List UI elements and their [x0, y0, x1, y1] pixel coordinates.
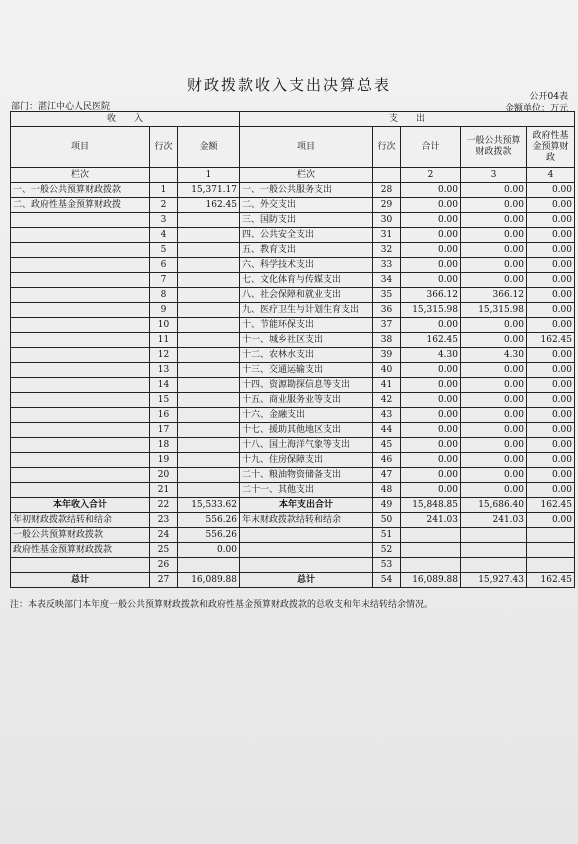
expense-row-no-cell: 54 [373, 573, 401, 588]
expense-total-cell: 0.00 [401, 423, 461, 438]
income-item-cell [11, 363, 150, 378]
income-amount-cell [178, 363, 240, 378]
income-amount-cell [178, 378, 240, 393]
table-row [11, 498, 575, 513]
expense-item-cell [240, 558, 373, 573]
expense-general-cell: 0.00 [461, 468, 527, 483]
income-amount-cell: 0.00 [178, 543, 240, 558]
expense-row-no-cell: 48 [373, 483, 401, 498]
expense-row-no-cell: 37 [373, 318, 401, 333]
table-row [11, 258, 575, 273]
table-row [11, 408, 575, 423]
income-item-cell [11, 408, 150, 423]
expense-section-header: 支 出 [240, 112, 575, 127]
table-row [11, 243, 575, 258]
expense-general-cell: 0.00 [461, 408, 527, 423]
income-item-cell [11, 228, 150, 243]
header-row-columns [11, 127, 575, 168]
expense-row-no-cell: 43 [373, 408, 401, 423]
footnote: 注：本表反映部门本年度一般公共预算财政拨款和政府性基金预算财政拨款的总收支和年末结转结余情况。 [10, 600, 434, 610]
expense-general-cell: 0.00 [461, 453, 527, 468]
table-row [11, 528, 575, 543]
expense-general-header: 一般公共预算财政拨款 [461, 127, 527, 168]
expense-item-cell [240, 543, 373, 558]
income-row-no-cell: 27 [150, 573, 178, 588]
expense-total-cell: 162.45 [401, 333, 461, 348]
income-row-no-cell: 15 [150, 393, 178, 408]
expense-item-cell: 十四、资源勘探信息等支出 [240, 378, 373, 393]
income-item-cell: 本年收入合计 [11, 498, 150, 513]
income-row-no-cell: 7 [150, 273, 178, 288]
table-row [11, 183, 575, 198]
income-amount-cell [178, 318, 240, 333]
income-amount-cell: 556.26 [178, 513, 240, 528]
expense-fund-cell: 0.00 [527, 378, 575, 393]
expense-lanci-label: 栏次 [240, 168, 373, 183]
expense-item-cell [240, 528, 373, 543]
expense-fund-cell: 0.00 [527, 468, 575, 483]
income-amount-cell: 162.45 [178, 198, 240, 213]
expense-general-cell: 0.00 [461, 423, 527, 438]
income-row-no-cell: 18 [150, 438, 178, 453]
income-item-cell [11, 243, 150, 258]
income-row-no-cell: 3 [150, 213, 178, 228]
table-row [11, 363, 575, 378]
expense-row-no-cell: 50 [373, 513, 401, 528]
expense-general-cell: 366.12 [461, 288, 527, 303]
income-item-cell: 一、一般公共预算财政拨款 [11, 183, 150, 198]
expense-general-cell: 0.00 [461, 258, 527, 273]
income-item-cell [11, 453, 150, 468]
expense-row-no-cell: 28 [373, 183, 401, 198]
expense-total-cell: 0.00 [401, 468, 461, 483]
expense-total-cell: 366.12 [401, 288, 461, 303]
income-item-cell [11, 468, 150, 483]
expense-item-cell: 四、公共安全支出 [240, 228, 373, 243]
expense-general-cell [461, 528, 527, 543]
table-row [11, 513, 575, 528]
income-row-no-cell: 25 [150, 543, 178, 558]
table-row [11, 558, 575, 573]
expense-fund-cell: 0.00 [527, 483, 575, 498]
expense-fund-cell: 0.00 [527, 273, 575, 288]
income-amount-cell [178, 333, 240, 348]
expense-fund-cell: 0.00 [527, 183, 575, 198]
income-amount-cell [178, 408, 240, 423]
income-amount-cell: 15,371.17 [178, 183, 240, 198]
expense-row-no-cell: 40 [373, 363, 401, 378]
expense-total-cell: 4.30 [401, 348, 461, 363]
expense-fund-cell [527, 528, 575, 543]
income-amount-cell [178, 303, 240, 318]
income-item-cell: 总计 [11, 573, 150, 588]
expense-row-no-cell: 49 [373, 498, 401, 513]
table-row [11, 228, 575, 243]
header-row-lanci [11, 168, 575, 183]
expense-row-no-cell: 33 [373, 258, 401, 273]
income-item-cell: 政府性基金预算财政拨款 [11, 543, 150, 558]
expense-row-no-cell: 29 [373, 198, 401, 213]
expense-col-4: 4 [527, 168, 575, 183]
income-item-cell [11, 393, 150, 408]
income-row-no-cell: 26 [150, 558, 178, 573]
income-item-cell [11, 273, 150, 288]
expense-total-cell: 0.00 [401, 393, 461, 408]
expense-total-cell: 0.00 [401, 408, 461, 423]
expense-general-cell: 0.00 [461, 273, 527, 288]
expense-row-no-cell: 51 [373, 528, 401, 543]
expense-general-cell: 0.00 [461, 228, 527, 243]
expense-fund-header: 政府性基金预算财政 [527, 127, 575, 168]
expense-item-cell: 九、医疗卫生与计划生育支出 [240, 303, 373, 318]
income-row-no-cell: 19 [150, 453, 178, 468]
income-item-cell [11, 258, 150, 273]
expense-fund-cell: 0.00 [527, 453, 575, 468]
table-row [11, 438, 575, 453]
income-row-no-cell: 4 [150, 228, 178, 243]
income-amount-cell: 15,533.62 [178, 498, 240, 513]
income-item-cell [11, 288, 150, 303]
expense-total-cell: 0.00 [401, 363, 461, 378]
table-row [11, 288, 575, 303]
expense-total-cell: 241.03 [401, 513, 461, 528]
table-row [11, 273, 575, 288]
expense-general-cell [461, 543, 527, 558]
income-amount-cell [178, 468, 240, 483]
table-row [11, 573, 575, 588]
income-item-cell [11, 438, 150, 453]
expense-fund-cell: 0.00 [527, 438, 575, 453]
income-amount-cell [178, 258, 240, 273]
expense-total-cell: 0.00 [401, 183, 461, 198]
expense-total-cell: 0.00 [401, 213, 461, 228]
table-row [11, 453, 575, 468]
income-amount-cell [178, 393, 240, 408]
expense-general-cell: 0.00 [461, 243, 527, 258]
expense-general-cell: 241.03 [461, 513, 527, 528]
table-row [11, 423, 575, 438]
income-amount-cell [178, 423, 240, 438]
expense-item-cell: 总计 [240, 573, 373, 588]
income-amount-cell [178, 348, 240, 363]
income-item-cell [11, 348, 150, 363]
expense-fund-cell: 0.00 [527, 213, 575, 228]
expense-fund-cell: 162.45 [527, 333, 575, 348]
department-label: 部门：湛江中心人民医院 [11, 102, 111, 112]
expense-rowno-header: 行次 [373, 127, 401, 168]
expense-item-cell: 本年支出合计 [240, 498, 373, 513]
expense-general-cell: 0.00 [461, 393, 527, 408]
expense-row-no-cell: 44 [373, 423, 401, 438]
expense-fund-cell: 0.00 [527, 318, 575, 333]
expense-total-cell: 15,848.85 [401, 498, 461, 513]
income-row-no-cell: 11 [150, 333, 178, 348]
income-row-no-cell: 12 [150, 348, 178, 363]
income-amount-cell [178, 483, 240, 498]
income-item-cell [11, 378, 150, 393]
expense-item-cell: 七、文化体育与传媒支出 [240, 273, 373, 288]
income-item-cell: 二、政府性基金预算财政拨 [11, 198, 150, 213]
income-item-cell [11, 333, 150, 348]
unit-label: 金额单位：万元 [504, 104, 568, 114]
expense-general-cell: 0.00 [461, 183, 527, 198]
income-amount-header: 金额 [178, 127, 240, 168]
income-amount-cell [178, 273, 240, 288]
expense-item-cell: 十七、援助其他地区支出 [240, 423, 373, 438]
income-lanci-label: 栏次 [11, 168, 150, 183]
expense-general-cell: 0.00 [461, 213, 527, 228]
income-amount-cell [178, 213, 240, 228]
income-row-no-cell: 6 [150, 258, 178, 273]
expense-total-cell: 0.00 [401, 273, 461, 288]
income-item-cell: 年初财政拨款结转和结余 [11, 513, 150, 528]
expense-general-cell: 0.00 [461, 318, 527, 333]
expense-fund-cell: 0.00 [527, 288, 575, 303]
expense-general-cell: 0.00 [461, 363, 527, 378]
expense-fund-cell: 0.00 [527, 198, 575, 213]
income-row-no-cell: 14 [150, 378, 178, 393]
income-row-no-cell: 1 [150, 183, 178, 198]
table-row [11, 348, 575, 363]
expense-fund-cell: 162.45 [527, 498, 575, 513]
expense-row-no-cell: 47 [373, 468, 401, 483]
income-item-cell [11, 318, 150, 333]
expense-col-3: 3 [461, 168, 527, 183]
income-amount-cell [178, 288, 240, 303]
income-amount-cell [178, 243, 240, 258]
expense-item-cell: 八、社会保障和就业支出 [240, 288, 373, 303]
income-amount-cell [178, 453, 240, 468]
table-row [11, 198, 575, 213]
income-row-no-cell: 13 [150, 363, 178, 378]
expense-fund-cell: 0.00 [527, 408, 575, 423]
expense-general-cell: 0.00 [461, 198, 527, 213]
expense-total-cell: 0.00 [401, 243, 461, 258]
expense-fund-cell: 0.00 [527, 363, 575, 378]
expense-total-cell: 0.00 [401, 258, 461, 273]
income-row-no-cell: 16 [150, 408, 178, 423]
income-item-cell [11, 483, 150, 498]
income-section-header: 收 入 [11, 112, 240, 127]
income-row-no-cell: 17 [150, 423, 178, 438]
expense-total-cell: 0.00 [401, 378, 461, 393]
expense-fund-cell: 162.45 [527, 573, 575, 588]
table-row [11, 303, 575, 318]
income-row-no-cell: 20 [150, 468, 178, 483]
expense-row-no-cell: 36 [373, 303, 401, 318]
expense-item-cell: 六、科学技术支出 [240, 258, 373, 273]
income-amount-cell [178, 438, 240, 453]
expense-item-cell: 年末财政拨款结转和结余 [240, 513, 373, 528]
table-row [11, 393, 575, 408]
expense-fund-cell: 0.00 [527, 348, 575, 363]
table-row [11, 483, 575, 498]
income-row-no-cell: 10 [150, 318, 178, 333]
expense-item-cell: 二十一、其他支出 [240, 483, 373, 498]
expense-general-cell [461, 558, 527, 573]
expense-fund-cell [527, 558, 575, 573]
expense-fund-cell: 0.00 [527, 513, 575, 528]
expense-item-cell: 一、一般公共服务支出 [240, 183, 373, 198]
page-title: 财政拨款收入支出决算总表 [186, 76, 391, 94]
expense-item-header: 项目 [240, 127, 373, 168]
expense-row-no-cell: 45 [373, 438, 401, 453]
expense-fund-cell [527, 543, 575, 558]
expense-item-cell: 十一、城乡社区支出 [240, 333, 373, 348]
form-code: 公开04表 [529, 92, 568, 102]
income-row-no-cell: 2 [150, 198, 178, 213]
income-row-no-cell: 8 [150, 288, 178, 303]
income-amount-cell [178, 228, 240, 243]
expense-total-cell: 0.00 [401, 318, 461, 333]
expense-item-cell: 十、节能环保支出 [240, 318, 373, 333]
expense-row-no-cell: 52 [373, 543, 401, 558]
table-row [11, 468, 575, 483]
expense-item-cell: 十五、商业服务业等支出 [240, 393, 373, 408]
expense-item-cell: 十二、农林水支出 [240, 348, 373, 363]
expense-total-cell: 0.00 [401, 453, 461, 468]
expense-item-cell: 五、教育支出 [240, 243, 373, 258]
income-row-no-cell: 5 [150, 243, 178, 258]
table-row [11, 333, 575, 348]
income-item-cell [11, 558, 150, 573]
expense-row-no-cell: 38 [373, 333, 401, 348]
expense-fund-cell: 0.00 [527, 423, 575, 438]
income-item-header: 项目 [11, 127, 150, 168]
expense-total-cell: 15,315.98 [401, 303, 461, 318]
table-row [11, 543, 575, 558]
expense-row-no-cell: 41 [373, 378, 401, 393]
table-row [11, 318, 575, 333]
expense-item-cell: 十三、交通运输支出 [240, 363, 373, 378]
expense-item-cell: 十六、金融支出 [240, 408, 373, 423]
expense-item-cell: 十八、国土海洋气象等支出 [240, 438, 373, 453]
expense-general-cell: 15,927.43 [461, 573, 527, 588]
expense-item-cell: 三、国防支出 [240, 213, 373, 228]
expense-total-cell [401, 543, 461, 558]
expense-total-cell: 0.00 [401, 198, 461, 213]
expense-row-no-cell: 42 [373, 393, 401, 408]
report-table [10, 111, 575, 588]
expense-row-no-cell: 30 [373, 213, 401, 228]
income-row-no-cell: 9 [150, 303, 178, 318]
income-item-cell [11, 423, 150, 438]
income-item-cell [11, 213, 150, 228]
expense-total-cell: 0.00 [401, 483, 461, 498]
expense-fund-cell: 0.00 [527, 303, 575, 318]
expense-fund-cell: 0.00 [527, 243, 575, 258]
expense-col-2: 2 [401, 168, 461, 183]
expense-row-no-cell: 35 [373, 288, 401, 303]
expense-fund-cell: 0.00 [527, 228, 575, 243]
expense-total-header: 合计 [401, 127, 461, 168]
income-col-1: 1 [178, 168, 240, 183]
income-item-cell: 一般公共预算财政拨款 [11, 528, 150, 543]
expense-general-cell: 15,315.98 [461, 303, 527, 318]
expense-general-cell: 0.00 [461, 483, 527, 498]
expense-total-cell: 0.00 [401, 228, 461, 243]
expense-general-cell: 0.00 [461, 438, 527, 453]
expense-row-no-cell: 39 [373, 348, 401, 363]
expense-row-no-cell: 32 [373, 243, 401, 258]
income-rowno-header: 行次 [150, 127, 178, 168]
income-row-no-cell: 21 [150, 483, 178, 498]
income-amount-cell: 556.26 [178, 528, 240, 543]
expense-fund-cell: 0.00 [527, 258, 575, 273]
expense-item-cell: 二十、粮油物资储备支出 [240, 468, 373, 483]
income-row-no-cell: 23 [150, 513, 178, 528]
expense-item-cell: 二、外交支出 [240, 198, 373, 213]
expense-total-cell [401, 558, 461, 573]
expense-general-cell: 0.00 [461, 378, 527, 393]
expense-general-cell: 15,686.40 [461, 498, 527, 513]
expense-general-cell: 0.00 [461, 333, 527, 348]
expense-total-cell: 0.00 [401, 438, 461, 453]
expense-row-no-cell: 31 [373, 228, 401, 243]
expense-total-cell: 16,089.88 [401, 573, 461, 588]
income-row-no-cell: 24 [150, 528, 178, 543]
expense-row-no-cell: 53 [373, 558, 401, 573]
table-row [11, 213, 575, 228]
income-amount-cell [178, 558, 240, 573]
expense-row-no-cell: 34 [373, 273, 401, 288]
expense-total-cell [401, 528, 461, 543]
expense-item-cell: 十九、住房保障支出 [240, 453, 373, 468]
expense-row-no-cell: 46 [373, 453, 401, 468]
income-amount-cell: 16,089.88 [178, 573, 240, 588]
expense-fund-cell: 0.00 [527, 393, 575, 408]
header-row-sections [11, 112, 575, 127]
expense-general-cell: 4.30 [461, 348, 527, 363]
table-row [11, 378, 575, 393]
income-row-no-cell: 22 [150, 498, 178, 513]
income-item-cell [11, 303, 150, 318]
